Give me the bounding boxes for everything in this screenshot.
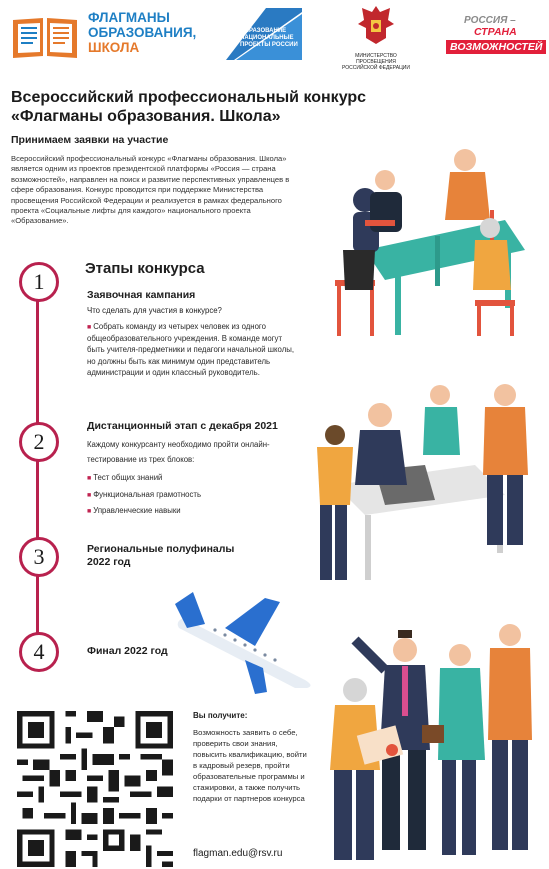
stage-1-title: Заявочная кампания [87, 289, 196, 301]
flagmany-logo-line1: ФЛАГМАНЫ [88, 10, 170, 25]
flagmany-logo-line3: ШКОЛА [88, 40, 140, 55]
team-meeting-illustration [325, 140, 535, 340]
contact-email-link[interactable]: flagman.edu@rsv.ru [193, 848, 283, 859]
qr-code[interactable] [17, 711, 173, 867]
list-item: ■ Функциональная грамотность [87, 489, 202, 499]
airplane-illustration [175, 588, 315, 698]
page-title: Всероссийский профессиональный конкурс «Флагманы образования. Школа» [11, 89, 367, 125]
stage-1-text: Собрать команду из четырех человек из одного общеобразовательного учреждения. В команде могут быть учителя-предметники и педагоги начальной школы, но должны быть как минимум один представитель администрации и один классный руководитель. [87, 322, 295, 377]
flagmany-book-logo [9, 14, 81, 60]
stage-number-1: 1 [19, 262, 59, 302]
stage-4-title: Финал 2022 год [87, 645, 168, 657]
rsv-logo-line3: ВОЗМОЖНОСТЕЙ [446, 40, 546, 54]
stages-heading: Этапы конкурса [85, 260, 205, 277]
eagle-emblem-icon [356, 4, 396, 46]
timeline-line [36, 283, 39, 653]
ministry-logo [340, 4, 412, 71]
bullet-square-icon: ■ [87, 475, 92, 482]
stage-1-description [87, 321, 297, 378]
stage-number-3: 3 [19, 537, 59, 577]
laptop-team-illustration [295, 375, 535, 585]
bullet-square-icon: ■ [87, 324, 92, 331]
benefits-heading: Вы получите: [193, 711, 248, 720]
list-item: ■ Управленческие навыки [87, 506, 181, 515]
intro-paragraph: Всероссийский профессиональный конкурс «Флагманы образования. Школа» является одним из проектов президентской платформы «Россия — страна возможностей», направлен на поиск и развитие перспективных управленцев в сфере образования. Конкурс проводится при поддержке Министерства просвещения Российской Федерации и реализуется в рамках федерального проекта «Социальные лифты для каждого» национального проекта «Образование». [11, 154, 290, 226]
stage-3-title: Региональные полуфиналы 2022 год [87, 543, 235, 568]
national-projects-logo-text: ОБРАЗОВАНИЕ НАЦИОНАЛЬНЫЕ ПРОЕКТЫ РОССИИ [240, 28, 298, 48]
stage-2-list [87, 470, 201, 520]
rsv-logo-line1: РОССИЯ – [464, 15, 516, 26]
bullet-square-icon: ■ [87, 491, 92, 499]
applications-heading: Принимаем заявки на участие [11, 134, 169, 146]
benefits-text: Возможность заявить о себе, проверить свои знания, повысить квалификацию, войти в кадровый резерв, пройти образовательные программы и стажировки, а также получить подарки от партнеров конкурса [193, 728, 307, 803]
rsv-logo-line2: СТРАНА [474, 26, 517, 38]
flagmany-logo-line2: ОБРАЗОВАНИЯ, [88, 25, 197, 40]
list-item: ■ Тест общих знаний [87, 473, 163, 482]
flagmany-logo-text [88, 10, 196, 55]
national-projects-logo [226, 8, 302, 60]
stage-number-4: 4 [19, 632, 59, 672]
ministry-logo-text: МИНИСТЕРСТВО ПРОСВЕЩЕНИЯ РОССИЙСКОЙ ФЕДЕРАЦИИ [342, 53, 410, 71]
bullet-square-icon: ■ [87, 508, 92, 515]
russia-land-of-opportunity-logo [440, 10, 543, 60]
stage-2-title: Дистанционный этап с декабря 2021 [87, 420, 278, 432]
stage-number-2: 2 [19, 422, 59, 462]
celebrating-team-illustration [320, 600, 540, 865]
stage-1-question: Что сделать для участия в конкурсе? [87, 306, 222, 315]
stage-2-text: Каждому конкурсанту необходимо пройти онлайн-тестирование из трех блоков: [87, 440, 270, 464]
